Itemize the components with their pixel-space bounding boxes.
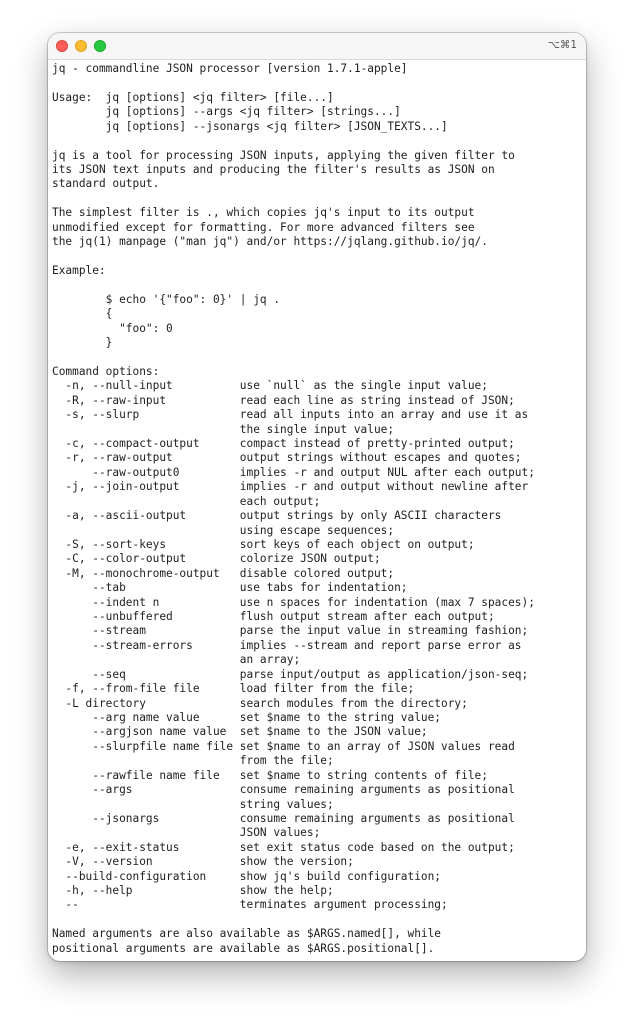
terminal-line: -r, --raw-output output strings without escapes and quotes; [52, 451, 522, 465]
terminal-line: --arg name value set $name to the string value; [52, 710, 442, 724]
terminal-line: --argjson name value set $name to the JSON value; [52, 725, 428, 739]
terminal-line: -M, --monochrome-output disable colored output; [52, 566, 395, 580]
terminal-line [52, 278, 586, 292]
terminal-line: its JSON text inputs and producing the filter's results as JSON on [52, 162, 495, 176]
terminal-line: --seq parse input/output as application/json-seq; [52, 667, 529, 681]
terminal-line: --args consume remaining arguments as positional [52, 783, 515, 797]
terminal-line [52, 350, 586, 364]
terminal-line: --rawfile name file set $name to string contents of file; [52, 768, 488, 782]
terminal-line: --unbuffered flush output stream after each output; [52, 610, 495, 624]
terminal-line: --indent n use n spaces for indentation (max 7 spaces); [52, 595, 535, 609]
terminal-line [52, 913, 586, 927]
terminal-line: the single input value; [52, 422, 395, 436]
terminal-line: --slurpfile name file set $name to an array of JSON values read [52, 739, 515, 753]
terminal-line: -c, --compact-output compact instead of pretty-printed output; [52, 436, 515, 450]
terminal-line: positional arguments are available as $ARGS.positional[]. [52, 941, 435, 955]
terminal-line: jq [options] --jsonargs <jq filter> [JSON_TEXTS...] [52, 119, 448, 133]
window-shortcut-label: ⌥⌘1 [547, 39, 577, 51]
terminal-line: -- terminates argument processing; [52, 898, 448, 912]
terminal-line: -L directory search modules from the directory; [52, 696, 468, 710]
terminal-line: Named arguments are also available as $ARGS.named[], while [52, 927, 442, 941]
terminal-line: using escape sequences; [52, 523, 395, 537]
terminal-line: --raw-output0 implies -r and output NUL after each output; [52, 465, 535, 479]
terminal-line: -S, --sort-keys sort keys of each object on output; [52, 537, 475, 551]
terminal-line: "foo": 0 [52, 321, 173, 335]
minimize-button[interactable] [75, 40, 87, 52]
terminal-line: each output; [52, 494, 321, 508]
terminal-line: } [52, 336, 113, 350]
terminal-line [52, 134, 586, 148]
terminal-line: -a, --ascii-output output strings by only ASCII characters [52, 509, 502, 523]
close-button[interactable] [56, 40, 68, 52]
terminal-line: -C, --color-output colorize JSON output; [52, 552, 381, 566]
terminal-line: unmodified except for formatting. For more advanced filters see [52, 220, 475, 234]
terminal-line: The simplest filter is ., which copies jq's input to its output [52, 206, 475, 220]
terminal-line: -f, --from-file file load filter from the file; [52, 682, 415, 696]
terminal-line: { [52, 307, 113, 321]
terminal-line: -n, --null-input use `null` as the single input value; [52, 379, 488, 393]
terminal-line [52, 192, 586, 206]
terminal-line: --tab use tabs for indentation; [52, 581, 408, 595]
terminal-line: jq - commandline JSON processor [version 1.7.1-apple] [52, 62, 408, 75]
terminal-output[interactable] [52, 62, 586, 961]
terminal-line: -V, --version show the version; [52, 855, 354, 869]
terminal-line: --stream parse the input value in streaming fashion; [52, 624, 529, 638]
terminal-line: --stream-errors implies --stream and report parse error as [52, 638, 522, 652]
terminal-window [48, 33, 586, 961]
terminal-line: jq [options] --args <jq filter> [strings...] [52, 105, 401, 119]
terminal-line: string values; [52, 797, 334, 811]
terminal-line: -j, --join-output implies -r and output without newline after [52, 480, 529, 494]
terminal-line: JSON values; [52, 826, 321, 840]
terminal-line: jq is a tool for processing JSON inputs, applying the given filter to [52, 148, 515, 162]
terminal-line: an array; [52, 653, 301, 667]
terminal-line: -h, --help show the help; [52, 884, 334, 898]
terminal-line: Command options: [52, 364, 160, 378]
terminal-line: $ echo '{"foo": 0}' | jq . [52, 292, 281, 306]
terminal-line: -R, --raw-input read each line as string instead of JSON; [52, 393, 515, 407]
terminal-line: Usage: jq [options] <jq filter> [file...] [52, 90, 334, 104]
terminal-line: -e, --exit-status set exit status code based on the output; [52, 840, 515, 854]
terminal-line: standard output. [52, 177, 160, 191]
zoom-button[interactable] [94, 40, 106, 52]
terminal-line [52, 76, 586, 90]
terminal-line: --jsonargs consume remaining arguments as positional [52, 811, 515, 825]
terminal-line: --build-configuration show jq's build configuration; [52, 869, 442, 883]
terminal-line [52, 249, 586, 263]
terminal-line: from the file; [52, 754, 334, 768]
terminal-line: Example: [52, 263, 106, 277]
terminal-line: -s, --slurp read all inputs into an array and use it as [52, 408, 529, 422]
title-bar[interactable] [48, 33, 586, 60]
terminal-line: the jq(1) manpage ("man jq") and/or https://jqlang.github.io/jq/. [52, 235, 488, 249]
